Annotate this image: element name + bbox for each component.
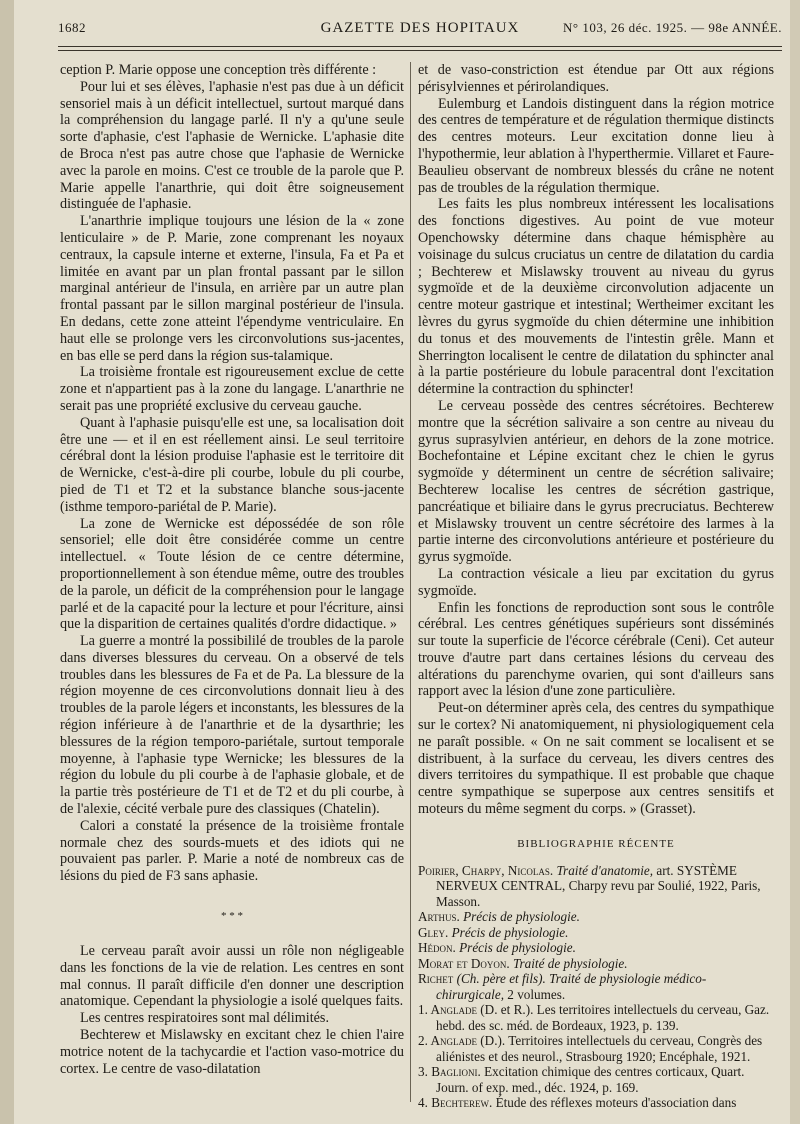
- paragraph: Bechterew et Mislawsky en excitant chez le chien l'aire motrice notent de la tachycardie et l'action vaso-motrice du cortex. Le centre de vaso-dilatation: [60, 1027, 404, 1077]
- bib-title: Traité d'anatomie,: [556, 862, 654, 878]
- bib-details: 2 volumes.: [507, 986, 566, 1002]
- paragraph: La contraction vésicale a lieu par excitation du gyrus sygmoïde.: [418, 565, 774, 599]
- bib-details: art. SYSTÈME NERVEUX CENTRAL, Charpy revu par Soulié, 1922, Paris, Masson.: [436, 862, 761, 909]
- journal-title: GAZETTE DES HOPITAUX: [320, 20, 520, 36]
- paragraph: ception P. Marie oppose une conception très différente :: [60, 62, 377, 78]
- right-column: [418, 62, 774, 1111]
- bibliography-entry: [418, 925, 774, 941]
- paragraph: Pour lui et ses élèves, l'aphasie n'est pas due à un déficit sensoriel mais à un déficit intellectuel, surtout marqué dans la compréhension du langage parlé. Il n'y a qu'une seule sorte d'aphasie, c'est l'aphasie de Wernicke. L'aphasie dite de Broca n'est pas autre chose que l'aphasie de Wernicke avec la parole en moins. C'est ce trouble de la parole que P. Marie appelle l'anarthrie, qui doit être soigneusement distinguée de l'aphasie.: [60, 78, 404, 213]
- left-column: [60, 62, 404, 1077]
- page-number: 1682: [58, 20, 86, 35]
- bibliography-entry: [418, 909, 774, 925]
- bib-title: Précis de physiologie.: [459, 940, 576, 956]
- header-rule: [58, 50, 782, 51]
- bib-details: Étude des réflexes moteurs d'association dans: [495, 1095, 737, 1111]
- bibliography-entry: [418, 956, 774, 972]
- bib-title: Traité de physiologie.: [512, 955, 628, 971]
- bib-author: 4. Bechterew.: [418, 1095, 493, 1111]
- section-separator: * * *: [221, 910, 243, 923]
- page-edge: [790, 0, 800, 1124]
- bib-author: Gley.: [418, 924, 449, 940]
- page-header: [58, 18, 782, 42]
- paragraph: La troisième frontale est rigoureusement exclue de cette zone et n'appartient pas à la zone du langage. L'anarthrie ne serait pas une propriété exclusive du cerveau gauche.: [60, 364, 404, 414]
- bibliography-entry: [418, 940, 774, 956]
- bib-details: (D.). Territoires intellectuels du cerveau, Congrès des aliénistes et des neurol., Strasbourg 1920; Encéphale, 1921.: [436, 1033, 763, 1064]
- paragraph: Le cerveau paraît avoir aussi un rôle non négligeable dans les fonctions de la vie de relation. Les centres en sont mal connus. Il paraît difficile d'en donner une description anatomique. Cependant la physiologie a isolé quelques faits.: [60, 943, 404, 1010]
- bibliography-entry: [418, 1064, 774, 1095]
- bibliography-entry: [418, 863, 774, 910]
- bib-details: (D. et R.). Les territoires intellectuels du cerveau, Gaz. hebd. des sc. méd. de Bordeaux, 1923, p. 139.: [436, 1002, 770, 1033]
- paragraph: Peut-on déterminer après cela, des centres du sympathique sur le cortex? Ni anatomiquement, ni physiologiquement cela ne paraît possible. « On ne sait comment se localisent et se distribuent, à la surface du cerveau, les divers centres des divers territoires du sympathique. Il est probable que chaque centre sympathique se superpose aux centres sensitifs et moteurs du même segment du corps. » (Grasset).: [418, 700, 774, 818]
- paragraph: Eulemburg et Landois distinguent dans la région motrice des centres de température et de régulation thermique distincts des centres moteurs. Leur excitation donne lieu à l'hypothermie, leur ablation à l'hyperthermie. Villaret et Faure-Beaulieu observant de nombreux blessés du crâne ne notent pas de troubles de la régulation thermique.: [418, 95, 774, 196]
- bibliography-entry: [418, 1033, 774, 1064]
- bibliography-entry: [418, 971, 774, 1002]
- paragraph: Les faits les plus nombreux intéressent les localisations des fonctions digestives. Au point de vue moteur Openchowsky détermine dans chaque hémisphère au voisinage du sulcus cruciatus un centre de dilatation du cardia ; Bechterew et Mislawsky trouvent au niveau du gyrus sygmoïde et de la deuxième circonvolution adjacente un centre moteur gastrique et intestinal; Wertheimer excitant les lèvres du gyrus sygmoïde du chien détermine une inhibition du tonus et des mouvements de l'intestin grêle. Mann et Sherrington localisent le centre de dilatation du sphincter anal à la partie postérieure du lobule paracentral dont l'excitation détermine la contraction du sphincter!: [418, 196, 774, 398]
- paragraph: Enfin les fonctions de reproduction sont sous le contrôle cérébral. Les centres génétiques supérieurs sont disséminés sur toute la superficie de l'écorce cérébrale (Ceni). Cet auteur trouve d'autre part dans certaines lésions du cerveau des altérations du parenchyme ovarien, qui sont d'ailleurs sans rapport avec la lésion d'une zone particulière.: [418, 599, 774, 700]
- bib-author: Richet: [418, 971, 454, 987]
- bib-title: Précis de physiologie.: [463, 909, 580, 925]
- paragraph: Le cerveau possède des centres sécrétoires. Bechterew montre que la sécrétion salivaire a son centre au niveau du gyrus suprasylvien antérieur, en dehors de la zone motrice. Bochefontaine et Lépine excitant chez le chien le gyrus sygmoïde y déterminent un centre de sécrétion salivaire; Bechterew localise les centres de sécrétion gastrique, pancréatique et biliaire dans le gyrus precruciatus. Bechterew et Mislawsky trouvent un centre sécrétoire des larmes à la partie interne des circonvolutions antérieure et postérieure du gyrus sygmoïde.: [418, 397, 774, 566]
- bib-title: Précis de physiologie.: [451, 924, 569, 940]
- page-gutter: [0, 0, 14, 1124]
- bibliography-heading: BIBLIOGRAPHIE RÉCENTE: [517, 837, 675, 850]
- bib-author: Morat et Doyon.: [418, 955, 510, 971]
- bibliography-entry: [418, 1002, 774, 1033]
- bibliography-list: [418, 863, 774, 1111]
- paragraph: L'anarthrie implique toujours une lésion de la « zone lenticulaire » de P. Marie, zone comprenant les noyaux centraux, la capsule interne et externe, l'insula, Fa et Pa et limitée en avant par un plan frontal passant par le sillon marginal antérieur de l'insula, en arrière par un autre plan frontal passant par le sillon marginal postérieur de l'insula. En dedans, cette zone atteint l'épendyme ventriculaire. En haut elle se prolonge vers les circonvolutions sus-jacentes, en bas elle se perd dans la région sus-talamique.: [60, 213, 404, 364]
- bib-title: (Ch. père et fils). Traité de physiologie médico-chirurgicale,: [436, 971, 707, 1002]
- column-divider: [410, 62, 411, 1102]
- paragraph: Les centres respiratoires sont mal délimités.: [80, 1010, 329, 1027]
- issue-info: N° 103, 26 déc. 1925. — 98e ANNÉE.: [563, 20, 782, 35]
- bibliography-entry: [418, 1095, 774, 1111]
- bib-author: 3. Baglioni.: [418, 1064, 481, 1080]
- bib-author: Arthus.: [418, 909, 460, 925]
- header-rule: [58, 46, 782, 47]
- paragraph: Calori a constaté la présence de la troisième frontale normale chez des sourds-muets et des idiots qui ne pouvaient pas parler. P. Marie a noté de nombreux cas de lésions du pied de F3 sans aphasie.: [60, 817, 404, 885]
- paragraph: La zone de Wernicke est dépossédée de son rôle sensoriel; elle doit être considérée comme un centre intellectuel. « Toute lésion de ce centre détermine, proportionnellement à son étendue même, outre des troubles de la parole, un déficit de la compréhension pour le langage parlé et de la capacité pour la lecture et pour l'écriture, ainsi que la disparition de certaines qualités d'ordre didactique. »: [60, 515, 404, 633]
- bib-author: Poirier, Charpy, Nicolas.: [418, 862, 554, 878]
- bib-author: 1. Anglade: [418, 1002, 477, 1018]
- bib-author: 2. Anglade: [418, 1033, 477, 1049]
- paragraph: et de vaso-constriction est étendue par Ott aux régions périsylviennes et périrolandiques.: [418, 62, 774, 95]
- paragraph: La guerre a montré la possibililé de troubles de la parole dans diverses blessures du cerveau. On a observé de tels troubles dans les blessures de Fa et de Pa. La blessure de la région moyenne de ces circonvolutions donnait lieu à des troubles de la parole légers et inconstants, les blessures de la région inférieure à de l'anarthrie et de la dysarthrie; les blessures de la région temporo-pariétale, surtout temporale moyenne, à l'aphasie type Wernicke; les blessures de la région du lobule du pli courbe à de l'aphasie globale, et de la partie très postérieure de T1 et de T2 et du pli courbe, à de l'alexie, cécité verbale pure des classiques (Chatelin).: [60, 633, 404, 818]
- paragraph: Quant à l'aphasie puisqu'elle est une, sa localisation doit être une — et il en est réellement ainsi. Le seul territoire cérébral dont la lésion produise l'aphasie est le territoire dit de Wernicke, c'est-à-dire pli courbe, lobule du pli courbe, pied de T1 et T2 et la substance blanche sous-jacente (isthme temporo-pariétal de P. Marie).: [60, 414, 404, 515]
- bib-details: Excitation chimique des centres corticaux, Quart. Journ. of exp. med., déc. 1924, p. 169.: [436, 1064, 745, 1095]
- bib-author: Hédon.: [418, 940, 456, 956]
